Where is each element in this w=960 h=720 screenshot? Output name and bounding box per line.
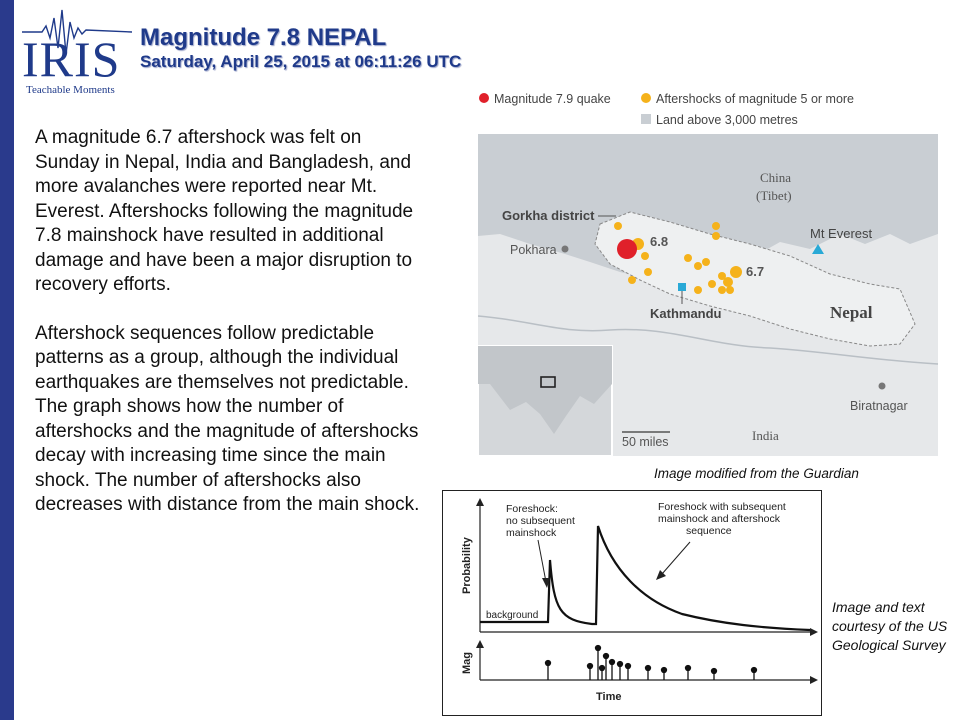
label-foreshock-1: Foreshock: xyxy=(506,503,558,515)
page-title: Magnitude 7.8 NEPAL xyxy=(140,24,387,51)
aftershock-dot xyxy=(644,268,652,276)
label-sequence-3: sequence xyxy=(686,525,732,537)
paragraph-aftershock-patterns: Aftershock sequences follow predictable patterns as a group, although the individual earthquakes are themselves not predictable. The graph shows how the number of aftershocks and the magnitude of aftershocks decay with increasing time since the main shock. The number of aftershocks also decreases with distance from the main shock. xyxy=(35,322,420,515)
label-nepal: Nepal xyxy=(830,303,873,322)
label-m68: 6.8 xyxy=(650,234,669,249)
label-everest: Mt Everest xyxy=(810,226,873,241)
mainshock-marker xyxy=(617,239,637,259)
label-sequence-2: mainshock and aftershock xyxy=(658,513,780,525)
label-pokhara: Pokhara xyxy=(510,243,557,257)
iris-logo-subtitle: Teachable Moments xyxy=(26,84,115,96)
mag-stem-head xyxy=(588,664,593,669)
aftershock-dot xyxy=(708,280,716,288)
paragraph-aftershock-report: A magnitude 6.7 aftershock was felt on Sunday in Nepal, India and Bangladesh, and more avalanches were reported near Mt. Everest. Aftershocks following the magnitude 7.8 mainshock have resulted in additional damage and have been a major disruption to recovery efforts. xyxy=(35,127,414,295)
aftershock-dot xyxy=(723,277,733,287)
mag-stem-head xyxy=(596,646,601,651)
aftershock-dot xyxy=(694,262,702,270)
legend-aftershock-label: Aftershocks of magnitude 5 or more xyxy=(656,92,855,106)
page-subtitle: Saturday, April 25, 2015 at 06:11:26 UTC xyxy=(140,52,462,71)
body-text xyxy=(35,126,427,518)
biratnagar-marker xyxy=(879,383,886,390)
legend-aftershock-marker xyxy=(641,93,651,103)
label-biratnagar: Biratnagar xyxy=(850,399,908,413)
aftershock-dot xyxy=(712,232,720,240)
nepal-aftershock-map xyxy=(470,84,942,460)
legend-mainshock-label: Magnitude 7.9 quake xyxy=(494,92,611,106)
label-background: background xyxy=(486,610,539,621)
aftershock-dot xyxy=(694,286,702,294)
iris-logo-text: IRIS xyxy=(22,31,121,87)
aftershock-dot xyxy=(641,252,649,260)
kathmandu-marker xyxy=(678,283,686,291)
map-caption: Image modified from the Guardian xyxy=(654,466,859,481)
label-kathmandu: Kathmandu xyxy=(650,306,722,321)
mag-stem-head xyxy=(662,668,667,673)
xlabel-time: Time xyxy=(596,691,622,703)
aftershock-dot xyxy=(702,258,710,266)
label-scale: 50 miles xyxy=(622,435,669,449)
label-tibet: (Tibet) xyxy=(756,188,792,203)
label-foreshock-2: no subsequent xyxy=(506,515,575,527)
label-m67: 6.7 xyxy=(746,264,765,279)
aftershock-dot xyxy=(628,276,636,284)
mag-stem-head xyxy=(646,666,651,671)
left-accent-bar xyxy=(0,0,14,720)
aftershock-dot xyxy=(712,222,720,230)
mag-stem-head xyxy=(600,666,605,671)
label-foreshock-3: mainshock xyxy=(506,527,557,539)
mag-stem-head xyxy=(712,669,717,674)
aftershock-dot xyxy=(614,222,622,230)
mag-stem-head xyxy=(610,660,615,665)
ylabel-mag: Mag xyxy=(461,652,473,674)
aftershock-dot xyxy=(730,266,742,278)
mag-stem-head xyxy=(752,668,757,673)
aftershock-dot xyxy=(718,286,726,294)
label-china: China xyxy=(760,170,792,185)
mag-stem-head xyxy=(626,664,631,669)
aftershock-dot xyxy=(684,254,692,262)
legend-mainshock-marker xyxy=(479,93,489,103)
mag-stem-head xyxy=(546,661,551,666)
ylabel-probability: Probability xyxy=(461,537,473,594)
label-gorkha: Gorkha district xyxy=(502,208,595,223)
aftershock-dot xyxy=(726,286,734,294)
label-india: India xyxy=(752,428,779,443)
mag-stem-head xyxy=(618,662,623,667)
pokhara-marker xyxy=(562,246,569,253)
graph-caption: Image and text courtesy of the US Geological Survey xyxy=(832,599,948,653)
legend-land-swatch xyxy=(641,114,651,124)
label-sequence-1: Foreshock with subsequent xyxy=(658,501,786,513)
mag-stem-head xyxy=(686,666,691,671)
aftershock-decay-graph xyxy=(442,490,822,716)
mag-stem-head xyxy=(604,654,609,659)
legend-land-label: Land above 3,000 metres xyxy=(656,113,798,127)
